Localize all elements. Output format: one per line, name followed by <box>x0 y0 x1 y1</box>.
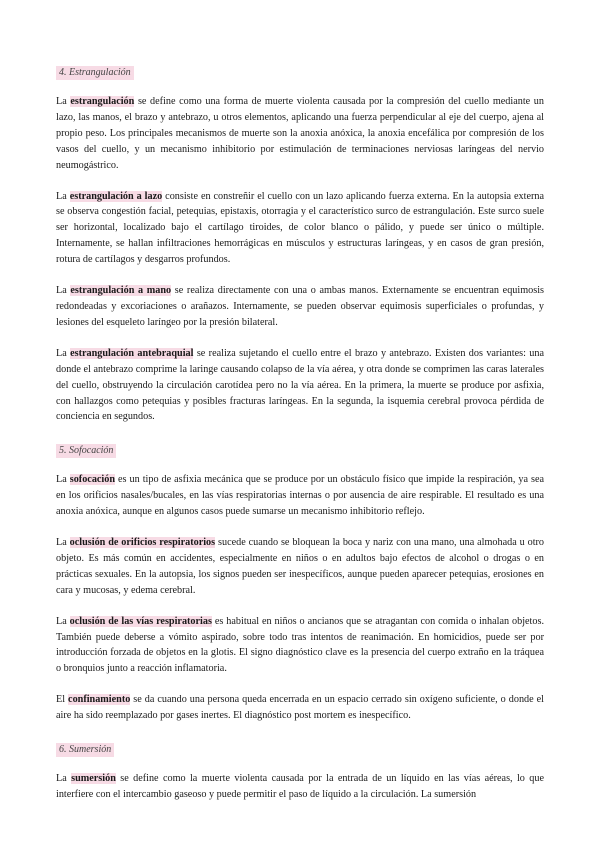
highlighted-term: sumersión <box>71 773 116 785</box>
paragraph: La oclusión de las vías respiratorias es habitual en niños o ancianos que se atragantan con comida o inhalan objetos. También puede deberse a vómito aspirado, sobre todo tras intentos de reanimación. En homicidios, puede ser por introducción forzada de objetos en la glotis. El signo diagnóstico clave es la presencia del cuerpo extraño en la tráquea o bronquios junto a reacción inflamatoria. <box>56 615 544 675</box>
highlighted-term: estrangulación a lazo <box>69 190 163 202</box>
paragraph: La sumersión se define como la muerte violenta causada por la entrada de un líquido en las vías aéreas, lo que interfiere con el intercambio gaseoso y puede permitir el paso de líquido a la circulación. La sumersión <box>56 773 545 800</box>
paragraph: La estrangulación antebraquial se realiza sujetando el cuello entre el brazo y antebrazo. Existen dos variantes: una donde el antebrazo comprime la laringe causando colapso de la vía aérea, y otra donde se comprimen las caras laterales del cuello, obstruyendo la circulación carotídea pero no la vía aérea. En la primera, la muerte se produce por asfixia, con hallazgos como petequias y posibles fracturas laríngeas. En la segunda, la isquemia cerebral provoca pérdida de conciencia en segundos. <box>56 347 544 423</box>
paragraph: La estrangulación a mano se realiza directamente con una o ambas manos. Externamente se encuentran equimosis redondeadas y excoriaciones o arañazos. Internamente, se pueden observar equimosis superficiales o profundas, y lesiones del esqueleto laríngeo por la presión bilateral. <box>56 285 544 328</box>
highlighted-term: sofocación <box>69 474 116 486</box>
highlighted-term: estrangulación a mano <box>70 285 172 297</box>
paragraph: La estrangulación a lazo consiste en constreñir el cuello con un lazo aplicando fuerza externa. En la autopsia externa se observa congestión facial, petequias, epistaxis, otorragia y el característico surco de estrangulación. Este surco suele ser horizontal, localizado bajo el cartílago tiroides, de color blanco o pálido, y puede ser único o múltiple. Internamente, se hallan infiltraciones hemorrágicas en músculos y estructuras laríngeas, y en casos de gran presión, rotura de cartílagos y desgarros profundos. <box>56 190 544 266</box>
section-heading: 5. Sofocación <box>56 444 116 458</box>
section-heading: 4. Estrangulación <box>56 66 134 80</box>
section-heading: 6. Sumersión <box>56 743 114 757</box>
highlighted-term: confinamiento <box>68 694 131 706</box>
paragraph: La estrangulación se define como una forma de muerte violenta causada por la compresión del cuello mediante un lazo, las manos, el brazo y antebrazo, u otros elementos, aplicando una fuerza perpendicular al eje del cuerpo, ajena al propio peso. Los principales mecanismos de muerte son la anoxia anóxica, la anoxia encefálica por compresión de los vasos del cuello, y un mecanismo inhibitorio por estimulación de terminaciones nerviosas laríngeas del nervio neumogástrico. <box>56 96 544 171</box>
paragraph: La sofocación es un tipo de asfixia mecánica que se produce por un obstáculo físico que impide la respiración, ya sea en los orificios nasales/bucales, en las vías respiratorias internas o por ausencia de aire respirable. El resultado es una anoxia anóxica, aunque en algunos casos puede sumarse un mecanismo inhibitorio reflejo. <box>56 474 544 518</box>
highlighted-term: estrangulación <box>70 96 135 107</box>
highlighted-term: oclusión de orificios respiratorios <box>69 537 216 549</box>
highlighted-term: oclusión de las vías respiratorias <box>69 615 212 627</box>
paragraph: La oclusión de orificios respiratorios sucede cuando se bloquean la boca y nariz con una mano, una almohada u otro objeto. Es más común en accidentes, especialmente en niños o en adultos bajo efectos de alcohol o drogas o en prácticas sexuales. En la autopsia, los signos pueden ser inespecíficos, aunque pueden aparecer petequias, erosiones en cara y mucosas, y edema cerebral. <box>56 537 545 596</box>
paragraph: El confinamiento se da cuando una persona queda encerrada en un espacio cerrado sin oxígeno suficiente, o donde el aire ha sido reemplazado por gases inertes. El diagnóstico post mortem es inespecífico. <box>56 694 544 722</box>
highlighted-term: estrangulación antebraquial <box>70 347 194 359</box>
